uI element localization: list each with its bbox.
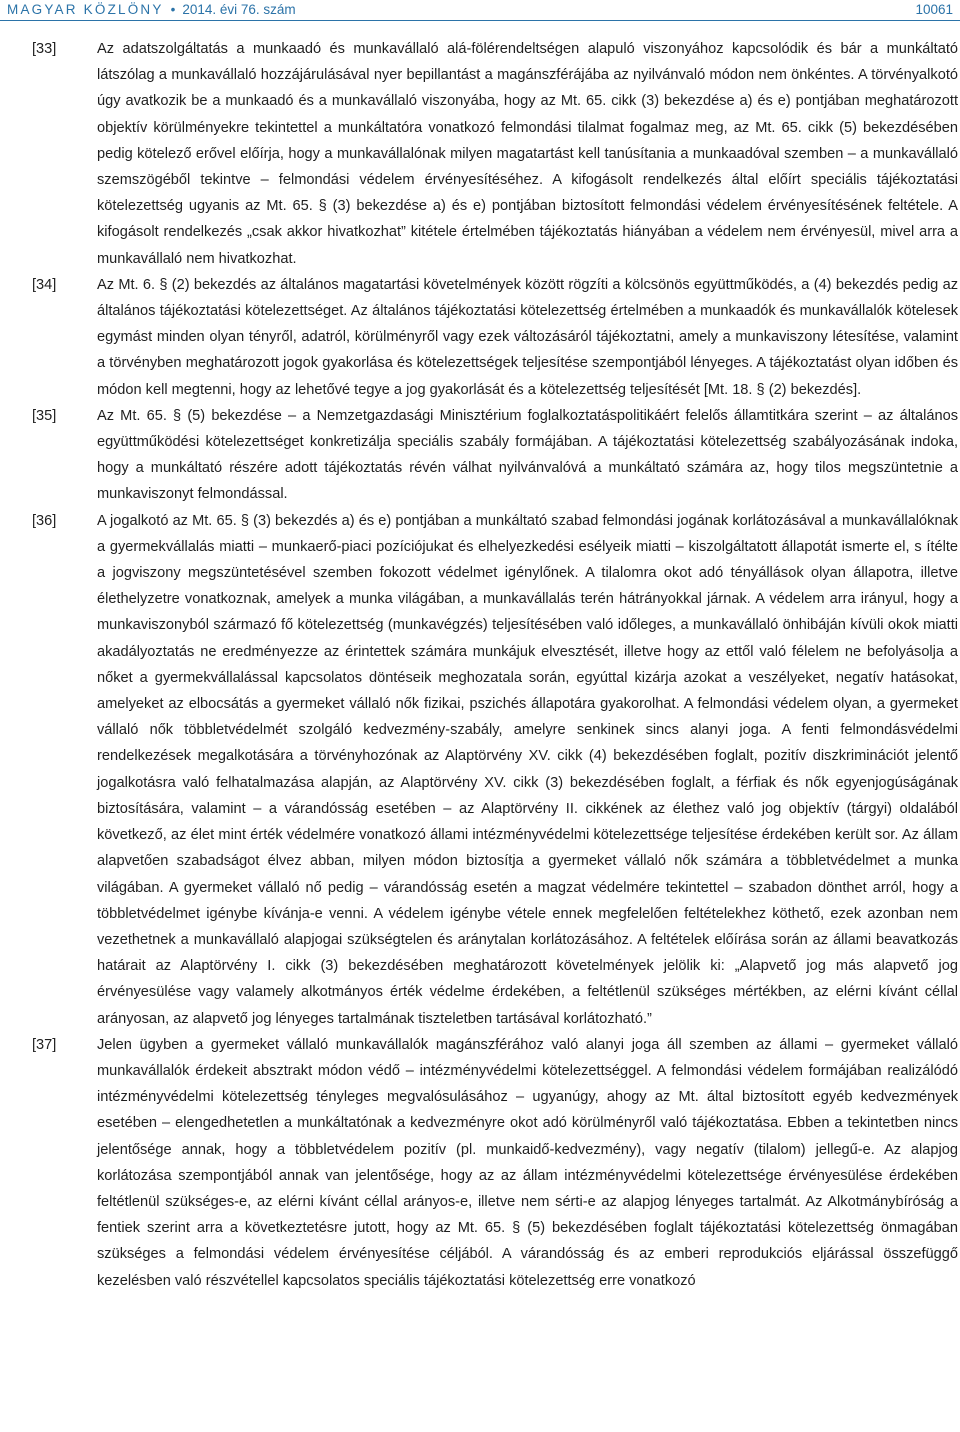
paragraph-text: Az Mt. 65. § (5) bekezdése – a Nemzetgazdasági Minisztérium foglalkoztatáspolitikáért felelős államtitkára szerint – az általános együttműködési kötelezettséget konkretizálja speciális szabály formájában. A tájékoztatási kötelezettség szabályozásának indoka, hogy a munkáltató részére adott tájékoztatás révén válhat nyilvánvalóvá a munkáltató számára az, hogy tilos megszüntetnie a munkaviszonyt felmondással. (97, 407, 958, 503)
paragraph-35 (0, 403, 960, 508)
header-rule (0, 20, 960, 21)
document-body (0, 36, 960, 1294)
journal-title: MAGYAR KÖZLÖNY (7, 2, 164, 17)
paragraph-37 (0, 1032, 960, 1294)
paragraph-33 (0, 36, 960, 272)
journal-running-head (7, 2, 296, 17)
paragraph-36 (0, 508, 960, 1032)
paragraph-number: [36] (32, 512, 57, 529)
issue-label: 2014. évi 76. szám (182, 2, 296, 17)
header-bullet: • (170, 2, 176, 17)
paragraph-text: Az adatszolgáltatás a munkaadó és munkavállaló alá-fölérendeltségen alapuló viszonyához kapcsolódik és bár a munkáltató látszólag a munkavállaló hozzájárulásával nyer bepillantást a magánszférájába az nyilvánvaló módon nem önkéntes. A törvényalkotó úgy avatkozik be a munkaadó és a munkavállaló viszonyába, hogy az Mt. 65. cikk (3) bekezdése a) és e) pontjában meghatározott objektív körülményekre tekintettel a munkáltatóra vonatkozó felmondási tilalmat fogalmaz meg, az Mt. 65. cikk (5) bekezdésében pedig kötelező erővel előírja, hogy a munkavállalónak milyen magatartást kell tanúsítania a munkaadóval szemben – a munkavállaló szemszögéből tekintve – felmondási védelem érvényesítéséhez. A kifogásolt rendelkezés által előírt speciális tájékoztatási kötelezettség ugyanis az Mt. 65. § (3) bekezdése a) és e) pontjában biztosított felmondási védelem érvényesítésének feltétele. A kifogásolt rendelkezés „csak akkor hivatkozhat” kitétele értelmében tájékoztatás hiányában a védelem nem érvényesül, mivel arra a munkavállaló nem hivatkozhat. (97, 41, 958, 267)
paragraph-34 (0, 272, 960, 403)
paragraph-number: [35] (32, 407, 57, 424)
paragraph-number: [33] (32, 41, 57, 57)
paragraph-number: [34] (32, 276, 57, 293)
paragraph-text: Jelen ügyben a gyermeket vállaló munkavállalók magánszférához való alanyi joga áll szemben az állami – gyermeket vállaló munkavállalók érdekeit absztrakt módon védő – intézményvédelmi kötelezettséggel. A felmondási védelem formájában realizálódó intézményvédelmi kötelezettség tényleges megvalósulásához – ugyanúgy, ahogy az Mt. által biztosított egyéb kedvezmények esetében – elengedhetetlen a munkáltatónak a kedvezményre okot adó körülményről való tájékoztatása. Ebben a tekintetben nincs jelentősége annak, hogy a többletvédelem pozitív (pl. munkaidő-kedvezmény), vagy negatív (tilalom) jellegű-e. Az alapjog korlátozása szempontjából annak van jelentősége, hogy az az állam intézményvédelmi kötelezettsége érvényesülése érdekében feltétlenül szükséges-e, az elérni kívánt céllal arányos-e, illetve nem sérti-e az alapjog lényeges tartalmát. Az Alkotmánybíróság a fentiek szerint arra a következtetésre jutott, hogy az Mt. 65. § (5) bekezdésében foglalt tájékoztatási kötelezettség önmagában szükséges a felmondási védelem érvényesítése céljából. A várandósság és az emberi reprodukciós eljárással összefüggő kezelésben való részvétellel kapcsolatos speciális tájékoztatási kötelezettség erre vonatkozó (97, 1036, 958, 1289)
paragraph-text: Az Mt. 6. § (2) bekezdés az általános magatartási követelmények között rögzíti a kölcsönös együttműködés, a (4) bekezdés pedig az általános tájékoztatási kötelezettséget. Az általános tájékoztatási kötelezettség értelmében a munkaadók és munkavállalók kötelesek egymást minden olyan tényről, adatról, körülményről vagy ezek változásáról tájékoztatni, amely a munkaviszony létesítése, valamint a törvényben meghatározott jogok gyakorlása és kötelezettségek teljesítése szempontjából lényeges. A tájékoztatást olyan időben és módon kell megtenni, hogy az lehetővé tegye a jog gyakorlását és a kötelezettség teljesítését [Mt. 18. § (2) bekezdés]. (97, 276, 958, 398)
page-number: 10061 (915, 2, 953, 17)
paragraph-text: A jogalkotó az Mt. 65. § (3) bekezdés a) és e) pontjában a munkáltató szabad felmondási jogának korlátozásával a munkavállalóknak a gyermekvállalás miatti – munkaerő-piaci pozíciójukat és elhelyezkedési esélyeik miatti – kiszolgáltatott állapotát ismerte el, s ítélte a jogviszony megszüntetésével szemben fokozott védelmet igénylőnek. A tilalomra okot adó tényállások olyan állapotra, illetve élethelyzetre vonatkoznak, amelyek a munka világában, a munkavállalás terén hátrányokkal járnak. A védelem arra irányul, hogy a munkaviszonyból származó fő kötelezettség (munkavégzés) teljesítésében való időleges, a munkavállaló önhibáján kívüli okok miatti akadályoztatás ne eredményezze az érintettek számára munkájuk elvesztését, illetve hogy az ettől való félelem ne befolyásolja a nőket a gyermekvállalással kapcsolatos döntéseik meghozatala során, egyúttal kizárja azokat a veszélyeket, negatív hatásokat, amelyeket az elbocsátás a gyermeket vállaló nők fizikai, pszichés állapotára gyakorolhat. A felmondási védelem olyan, a gyermeket vállaló nők többletvédelmét szolgáló kedvezmény-szabály, amelyre senkinek sincs alanyi joga. A fenti felmondásvédelmi rendelkezések megalkotására a törvényhozónak az Alaptörvény XV. cikk (4) bekezdésében foglalt, pozitív diszkriminációt jelentő jogalkotásra való felhatalmazása alapján, az Alaptörvény XV. cikk (3) bekezdésében foglalt, a férfiak és nők egyenjogúságának biztosítására, valamint – a várandósság esetében – az Alaptörvény II. cikkének az élethez való jog objektív (tárgyi) oldalából következő, az élet mint érték védelmére vonatkozó állami intézményvédelmi kötelezettsége teljesítése érdekében került sor. Az állam alapvetően szabadságot élvez abban, milyen módon biztosítja a gyermeket vállaló nők számára a többletvédelmet a munka világában. A gyermeket vállaló nő pedig – várandósság esetén a magzat védelmére tekintettel – szabadon dönthet arról, hogy a többletvédelmet igénybe kívánja-e venni. A védelem igénybe vétele ennek megfelelően feltételekhez köthető, ezek azonban nem vezethetnek a munkavállaló alapjogai szükségtelen és aránytalan korlátozásához. A feltételek előírása során az állami beavatkozás határait az Alaptörvény I. cikk (3) bekezdésében meghatározott követelmények jelölik ki: „Alapvető jog más alapvető jog érvényesülése vagy valamely alkotmányos érték védelme érdekében, a feltétlenül szükséges mértékben, az elérni kívánt céllal arányosan, az alapvető jog lényeges tartalmának tiszteletben tartásával korlátozható.” (97, 512, 958, 1027)
paragraph-number: [37] (32, 1036, 57, 1053)
page-header (0, 0, 960, 22)
